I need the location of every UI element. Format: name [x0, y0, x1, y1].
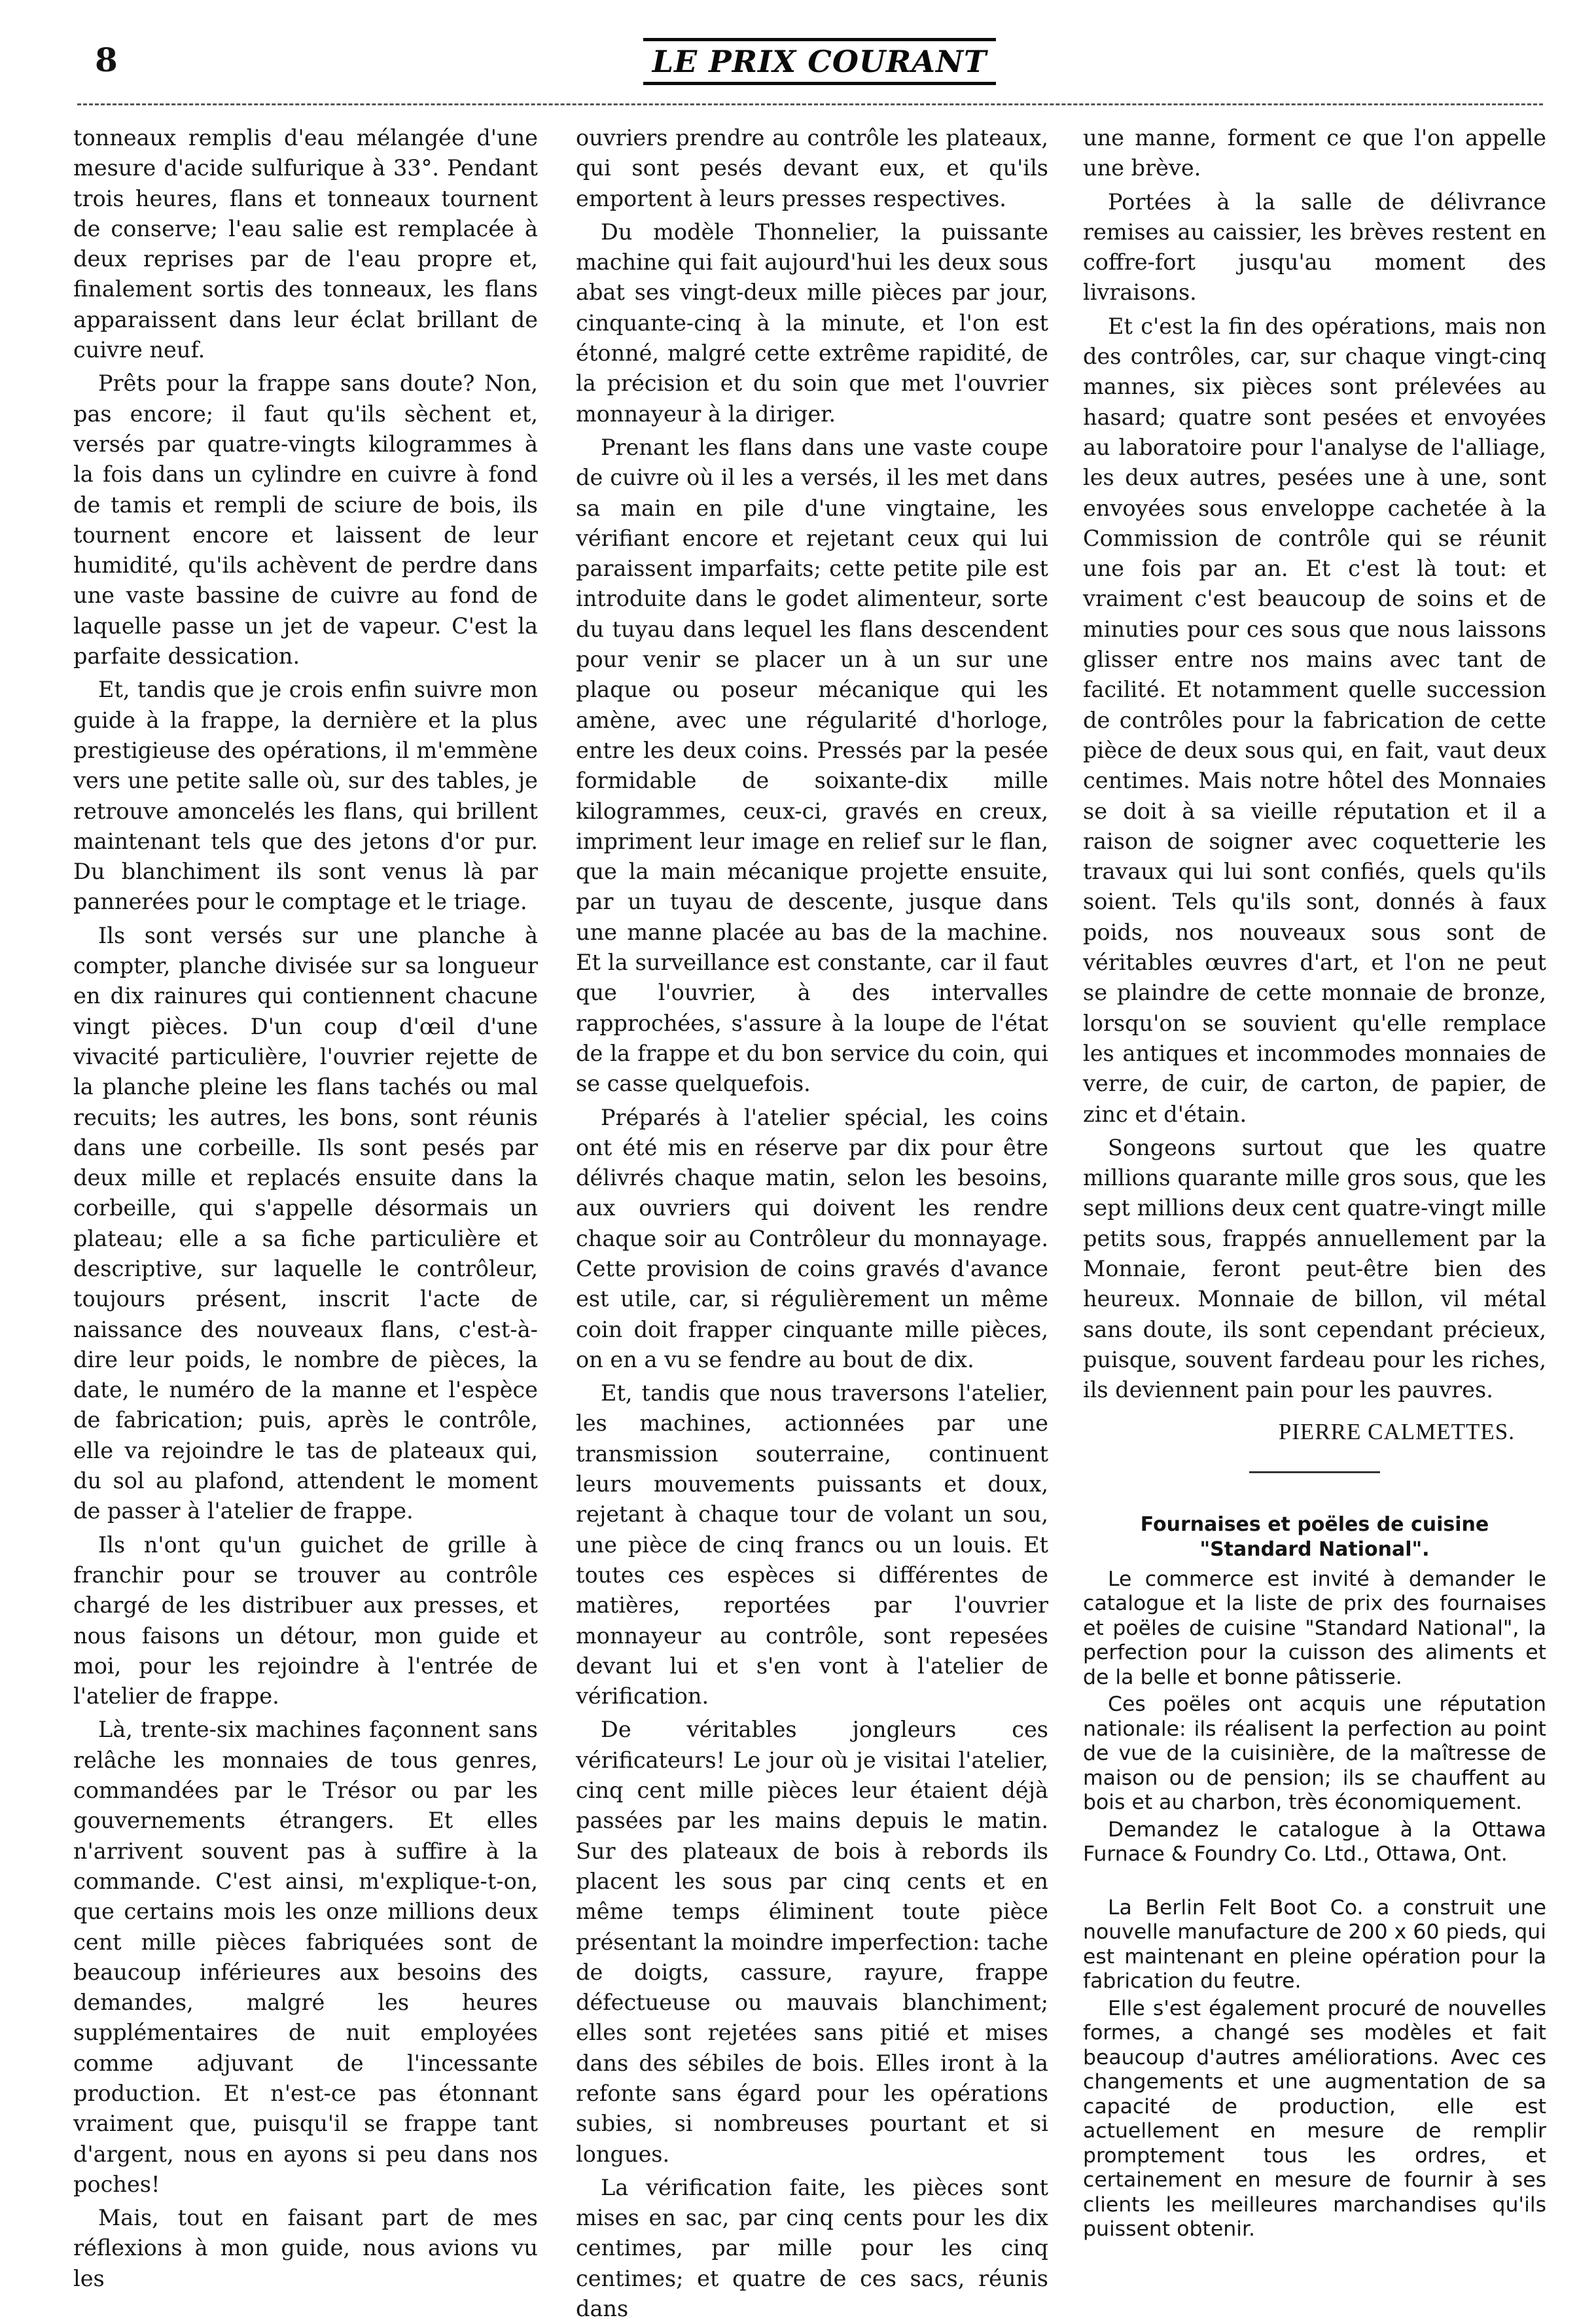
ad-paragraph: Ces poëles ont acquis une réputation nationale: ils réalisent la perfection au point de vue de la cuisinière, de la maîtresse de maison ou de pension; ils se chauffent au bois et au charbon, très économiquement. — [1083, 1692, 1546, 1815]
masthead-title: LE PRIX COURANT — [643, 38, 996, 85]
paragraph: Et, tandis que je crois enfin suivre mon guide à la frappe, la dernière et la plus prestigieuse des opérations, il m'emmène vers une petite salle où, sur des tables, je retrouve amoncelés les flans, qui brillent maintenant tels que des jetons d'or pur. Du blanchiment ils sont venus là par pannerées pour le comptage et le triage. — [73, 677, 538, 915]
paragraph: De véritables jongleurs ces vérificateurs! Le jour où je visitai l'atelier, cinq cent mille pièces leur étaient déjà passées par les mains depuis le matin. Sur des plateaux de bois à rebords ils placent les sous par cinq cents et en même temps éliminent toute pièce présentant la moindre imperfection: tache de doigts, cassure, rayure, frappe défectueuse ou mauvais blanchiment; elles sont rejetées sans pitié et mises dans des sébiles de bois. Elles iront à la refonte sans égard pour les opérations subies, si nombreuses pourtant et si longues. — [576, 1717, 1048, 2167]
paragraph: Prêts pour la frappe sans doute? Non, pas encore; il faut qu'ils sèchent et, versés par quatre-vingts kilogrammes à la fois dans un cylindre en cuivre à fond de tamis et rempli de sciure de bois, ils tournent encore et laissent de leur humidité, qu'ils achèvent de perdre dans une vaste bassine de cuivre au fond de laquelle passe un jet de vapeur. C'est la parfaite dessication. — [73, 370, 538, 670]
ad-paragraph: Le commerce est invité à demander le catalogue et la liste de prix des fournaises et poëles de cuisine "Standard National", la perfection pour la cuisson des aliments et de la belle et bonne pâtisserie. — [1083, 1567, 1546, 1689]
paragraph: Là, trente-six machines façonnent sans relâche les monnaies de tous genres, commandées par le Trésor ou par les gouvernements étrangers. Et elles n'arrivent souvent pas à suffire à la commande. C'est ainsi, m'explique-t-on, que certains mois les onze millions deux cent mille pièces fabriquées sont de beaucoup inférieures aux besoins des demandes, malgré les heures supplémentaires de nuit employées comme adjuvant de l'incessante production. Et n'est-ce pas étonnant vraiment que, puisqu'il se frappe tant d'argent, nous en ayons si peu dans nos poches! — [73, 1717, 538, 2197]
paragraph: Préparés à l'atelier spécial, les coins ont été mis en réserve par dix pour être délivrés chaque matin, selon les besoins, aux ouvriers qui doivent les rendre chaque soir au Contrôleur du monnayage. Cette provision de coins gravés d'avance est utile, car, si régulièrement un même coin doit frapper cinquante mille pièces, on en a vu se fendre au bout de dix. — [576, 1104, 1048, 1372]
paragraph: Portées à la salle de délivrance remises au caissier, les brèves restent en coffre-fort jusqu'au moment des livraisons. — [1083, 188, 1546, 306]
page-number: 8 — [95, 41, 118, 79]
paragraph: Ils n'ont qu'un guichet de grille à franchir pour se trouver au contrôle chargé de les distribuer aux presses, et nous faisons un détour, mon guide et moi, pour les rejoindre à l'entrée de l'atelier de frappe. — [73, 1531, 538, 1709]
ad-title: Fournaises et poëles de cuisine "Standard National". — [1140, 1512, 1489, 1561]
paragraph: Prenant les flans dans une vaste coupe de cuivre où il les a versés, il les met dans sa main en pile d'une vingtaine, les vérifiant encore et rejetant ceux qui lui paraissent imparfaits; cette petite pile est introduite dans le godet alimenteur, sorte du tuyau dans lequel les flans descendent pour venir se placer un à un sur une plaque ou poseur mécanique qui les amène, avec une régularité d'horloge, entre les deux coins. Pressés par la pesée formidable de soixante-dix mille kilogrammes, ceux-ci, gravés en creux, impriment leur image en relief sur le flan, que la main mécanique projette ensuite, par un tuyau de descente, jusque dans une manne placée au bas de la machine. Et la surveillance est constante, car il faut que l'ouvrier, à des intervalles rapprochées, s'assure à la loupe de l'état de la frappe et du bon service du coin, qui se casse quelquefois. — [576, 434, 1048, 1097]
paragraph: Ils sont versés sur une planche à compter, planche divisée sur sa longueur en dix rainures qui contiennent chacune vingt pièces. D'un coup d'œil d'une vivacité particulière, l'ouvrier rejette de la planche pleine les flans tachés ou mal recuits; les autres, les bons, sont réunis dans une corbeille. Ils sont pesés par deux mille et replacés ensuite dans la corbeille, qui s'appelle désormais un plateau; elle a sa fiche particulière et descriptive, sur laquelle le contrôleur, toujours présent, inscrit l'acte de naissance des nouveaux flans, c'est-à-dire leur poids, le nombre de pièces, la date, le numéro de la manne et l'espèce de fabrication; puis, après le contrôle, elle va rejoindre le tas de plateaux qui, du sol au plafond, attendent le moment de passer à l'atelier de frappe. — [73, 922, 538, 1524]
masthead-logo — [654, 31, 985, 92]
ad-paragraph: Demandez le catalogue à la Ottawa Furnace & Foundry Co. Ltd., Ottawa, Ont. — [1083, 1817, 1546, 1867]
ad-paragraph: La Berlin Felt Boot Co. a construit une nouvelle manufacture de 200 x 60 pieds, qui est maintenant en pleine opération pour la fabrication du feutre. — [1083, 1895, 1546, 1993]
paragraph: Songeons surtout que les quatre millions quarante mille gros sous, que les sept millions deux cent quatre-vingt mille petits sous, frappés annuellement par la Monnaie, feront peut-être bien des heureux. Monnaie de billon, vil métal sans doute, ils sont cependant précieux, puisque, souvent fardeau pour les riches, ils deviennent pain pour les pauvres. — [1083, 1134, 1546, 1403]
ad-paragraph: Elle s'est également procuré de nouvelles formes, a changé ses modèles et fait beaucoup d'autres améliorations. Avec ces changements et une augmentation de sa capacité de production, elle est actuellement en mesure de remplir promptement tous les ordres, et certainement en mesure de fournir à ses clients les meilleures marchandises qu'ils puissent obtenir. — [1083, 1996, 1546, 2242]
paragraph: ouvriers prendre au contrôle les plateaux, qui sont pesés devant eux, et qu'ils emportent à leurs presses respectives. — [576, 125, 1048, 211]
paragraph: La vérification faite, les pièces sont mises en sac, par cinq cents pour les dix centimes, par mille pour les cinq centimes; et quatre de ces sacs, réunis dans — [576, 2174, 1048, 2322]
column-1 — [73, 123, 538, 2291]
spacer — [1083, 1870, 1546, 1896]
paragraph: Et c'est la fin des opérations, mais non des contrôles, car, sur chaque vingt-cinq mannes, six pièces sont prélevées au hasard; quatre sont pesées et envoyées au laboratoire pour l'analyse de l'alliage, les deux autres, pesées une à une, sont envoyées sous enveloppe cachetée à la Commission de contrôle qui se réunit une fois par an. Et c'est là tout: et vraiment c'est beaucoup de soins et de minuties pour ces sous que nous laissons glisser entre nos mains avec tant de facilité. Et notamment quelle succession de contrôles pour la fabrication de cette pièce de deux sous qui, en fait, vaut deux centimes. Mais notre hôtel des Monnaies se doit à sa vieille réputation et il a raison de soigner avec coquetterie les travaux qui lui sont confiés, quels qu'ils soient. Tels qu'ils sont, donnés à faux poids, nos nouveaux sous sont de véritables œuvres d'art, et l'on ne peut se plaindre de cette monnaie de bronze, lorsqu'on se souvient qu'elle remplace les antiques et incommodes monnaies de verre, de cuir, de carton, de papier, de zinc et d'étain. — [1083, 313, 1546, 1127]
paragraph: tonneaux remplis d'eau mélangée d'une mesure d'acide sulfurique à 33°. Pendant trois heures, flans et tonneaux tournent de conserve; l'eau salie est remplacée à deux reprises par de l'eau propre et, finalement sortis des tonneaux, les flans apparaissent dans leur éclat brillant de cuivre neuf. — [73, 125, 538, 363]
paragraph: Du modèle Thonnelier, la puissante machine qui fait aujourd'hui les deux sous abat ses vingt-deux mille pièces par jour, cinquante-cinq à la minute, et l'on est étonné, malgré cette extrême rapidité, de la précision et du soin que met l'ouvrier monnayeur à la diriger. — [576, 219, 1048, 427]
paragraph: une manne, forment ce que l'on appelle une brève. — [1083, 125, 1546, 181]
paragraph: Mais, tout en faisant part de mes réflexions à mon guide, nous avions vu les — [73, 2205, 538, 2291]
column-3 — [1083, 123, 1546, 2263]
header-rule — [77, 103, 1543, 105]
author-signature: PIERRE CALMETTES. — [1278, 1419, 1515, 1445]
section-divider — [1249, 1471, 1380, 1473]
column-2 — [576, 123, 1048, 2322]
paragraph: Et, tandis que nous traversons l'atelier, les machines, actionnées par une transmission souterraine, continuent leurs mouvements puissants et doux, rejetant à chaque tour de volant un sou, une pièce de cinq francs ou un louis. Et toutes ces espèces si différentes de matières, reportées par l'ouvrier monnayeur au contrôle, sont repesées devant lui et s'en vont à l'atelier de vérification. — [576, 1380, 1048, 1709]
